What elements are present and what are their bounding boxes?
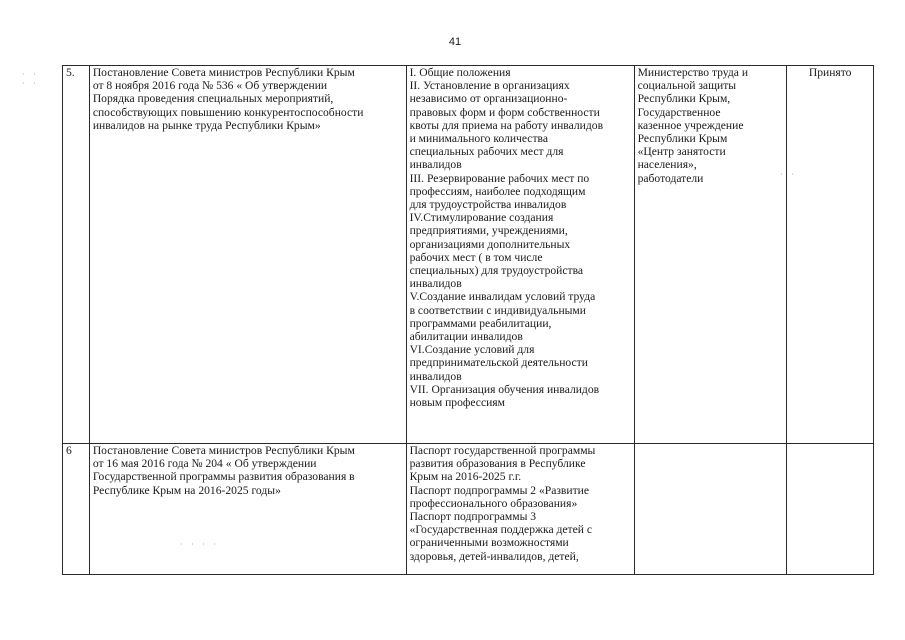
sections-cell <box>406 444 634 575</box>
table-row <box>63 66 874 444</box>
executor-line: работодатели <box>637 171 704 185</box>
section-line: Паспорт государственной программы <box>409 444 596 457</box>
section-line: инвалидов <box>409 369 462 383</box>
document-title-line: Республике Крым на 2016-2025 годы» <box>92 483 281 497</box>
row-number-cell <box>63 66 90 444</box>
executor-line: Республики Крым <box>637 132 728 146</box>
section-line: новым профессиям <box>409 396 505 410</box>
document-title-line: от 16 мая 2016 года № 204 « Об утверждении <box>92 457 317 471</box>
executor-line: Министерство труда и <box>637 66 749 79</box>
scan-noise: · · · · <box>22 70 39 88</box>
row-number-cell <box>63 444 90 575</box>
section-line: независимо от организационно- <box>409 92 568 106</box>
row-number: 5. <box>66 66 75 79</box>
status-cell <box>787 444 874 575</box>
section-line: предприятиями, учреждениями, <box>409 224 568 238</box>
section-line: организациями дополнительных <box>409 237 571 251</box>
section-line: IV.Стимулирование создания <box>409 211 554 225</box>
row-number: 6 <box>66 444 72 457</box>
section-line: здоровья, детей-инвалидов, детей, <box>409 549 579 563</box>
section-line: развития образования в Республике <box>409 457 586 471</box>
document-table <box>62 65 874 575</box>
section-line: профессионального образования» <box>409 496 578 510</box>
document-title-line: Государственной программы развития образования в <box>92 470 355 484</box>
section-line: рабочих мест ( в том числе <box>409 250 543 264</box>
section-line: V.Создание инвалидам условий труда <box>409 290 596 304</box>
executor-line: социальной защиты <box>637 79 737 93</box>
sections-cell <box>406 66 634 444</box>
section-line: VII. Организация обучения инвалидов <box>409 382 600 396</box>
scan-noise: · · · · <box>180 540 219 549</box>
section-line: и минимального количества <box>409 132 548 146</box>
executor-cell <box>634 444 787 575</box>
document-title-line: Порядка проведения специальных мероприятий, <box>92 92 334 106</box>
executor-cell <box>634 66 787 444</box>
executor-line: «Центр занятости <box>637 145 726 159</box>
table-row <box>63 444 874 575</box>
executor-line: Государственное <box>637 105 721 119</box>
executor-line: Республики Крым, <box>637 92 731 106</box>
executor-line: населения», <box>637 158 697 172</box>
section-line: Паспорт подпрограммы 3 <box>409 510 537 524</box>
executor-line: казенное учреждение <box>637 118 744 132</box>
section-line: абилитации инвалидов <box>409 330 523 344</box>
section-line: квоты для приема на работу инвалидов <box>409 118 604 132</box>
section-line: предпринимательской деятельности <box>409 356 588 370</box>
section-line: Крым на 2016-2025 г.г. <box>409 470 522 484</box>
section-line: правовых форм и форм собственности <box>409 105 600 119</box>
section-line: специальных рабочих мест для <box>409 145 564 159</box>
document-title-cell <box>89 444 406 575</box>
section-line: III. Резервирование рабочих мест по <box>409 171 590 185</box>
section-line: II. Установление в организациях <box>409 79 570 93</box>
section-line: программами реабилитации, <box>409 316 552 330</box>
document-title-line: от 8 ноября 2016 года № 536 « Об утверждении <box>92 79 328 93</box>
status-text: Принято <box>808 66 852 79</box>
section-line: в соответствии с индивидуальными <box>409 303 586 317</box>
section-line: VI.Создание условий для <box>409 343 535 357</box>
section-line: инвалидов <box>409 277 462 291</box>
section-line: «Государственная поддержка детей с <box>409 523 593 537</box>
document-title-line: Постановление Совета министров Республики Крым <box>92 444 355 457</box>
section-line: инвалидов <box>409 158 462 172</box>
document-title-cell <box>89 66 406 444</box>
page-number: 41 <box>448 36 462 48</box>
section-line: для трудоустройства инвалидов <box>409 198 567 212</box>
document-title-line: способствующих повышению конкурентоспособности <box>92 105 364 119</box>
scan-noise: · · <box>780 170 797 179</box>
status-cell <box>787 66 874 444</box>
section-line: профессиям, наиболее подходящим <box>409 184 586 198</box>
section-line: I. Общие положения <box>409 66 511 79</box>
section-line: Паспорт подпрограммы 2 «Развитие <box>409 483 590 497</box>
section-line: специальных) для трудоустройства <box>409 264 584 278</box>
document-title-line: Постановление Совета министров Республики Крым <box>92 66 355 79</box>
section-line: ограниченными возможностями <box>409 536 569 550</box>
document-title-line: инвалидов на рынке труда Республики Крым» <box>92 118 321 132</box>
